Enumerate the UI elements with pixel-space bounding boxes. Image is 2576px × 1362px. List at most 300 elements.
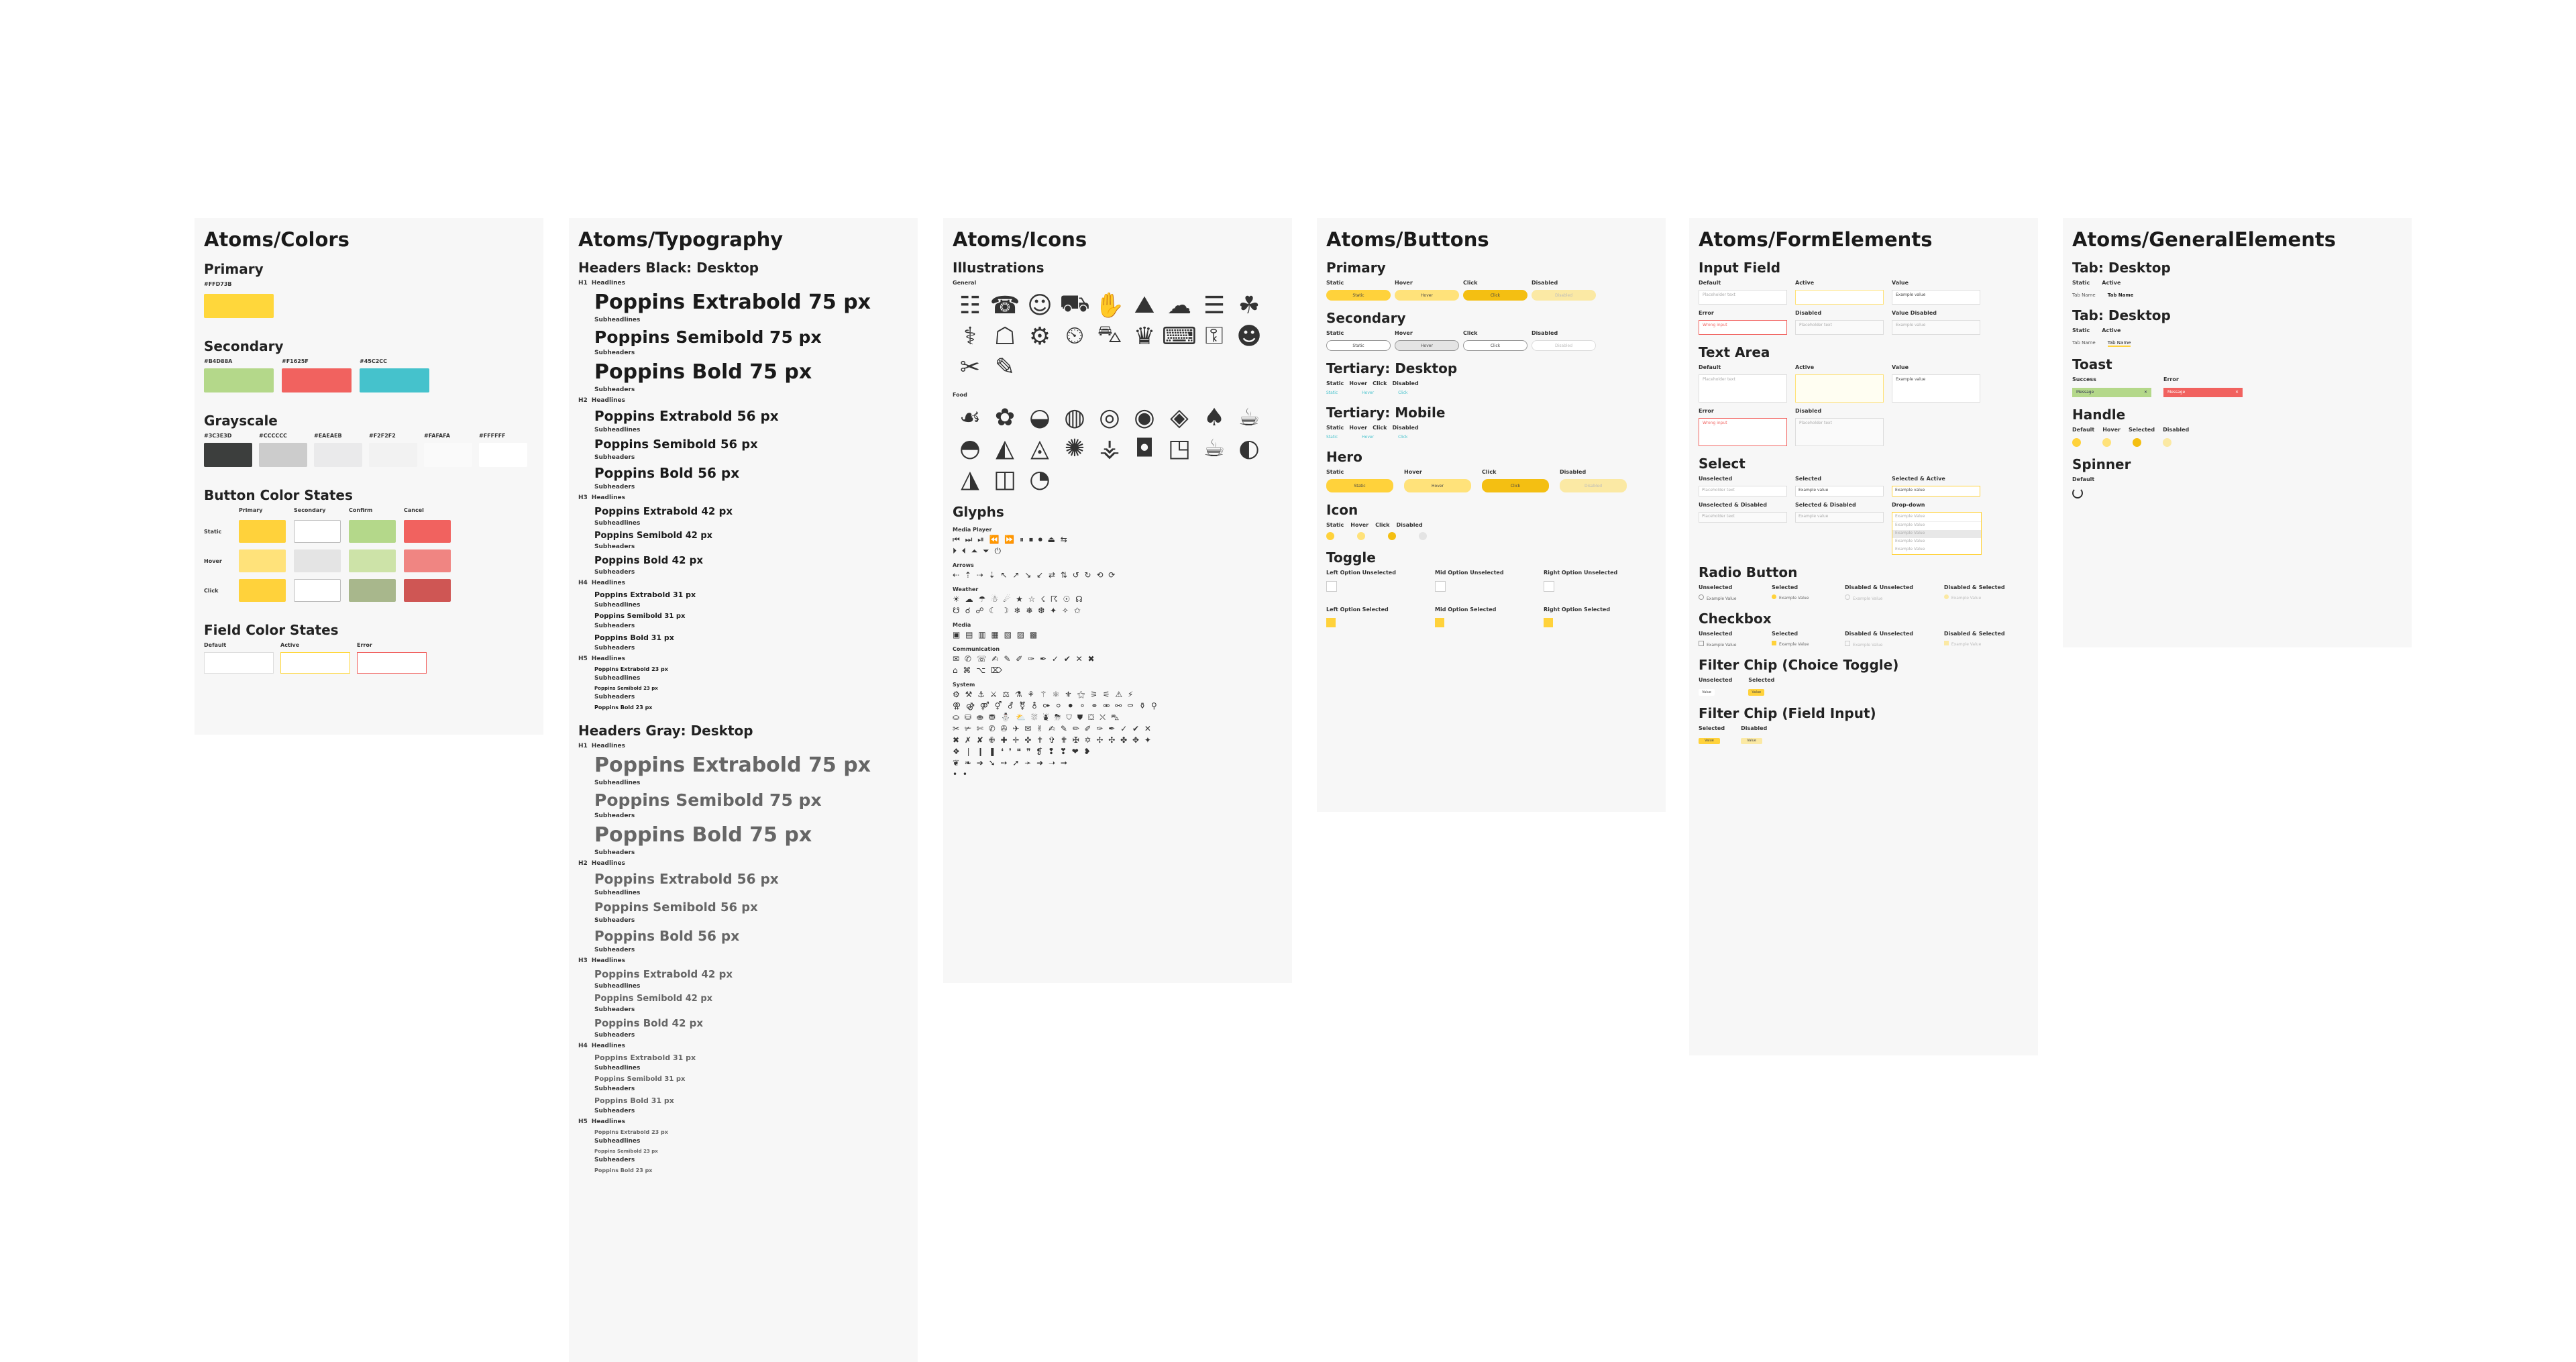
handle-disabled[interactable] <box>2163 438 2171 447</box>
handle-state-label: Selected <box>2129 427 2155 433</box>
chip-unselected[interactable]: Value <box>1699 689 1715 696</box>
handle-state-label: Hover <box>2102 427 2121 433</box>
tertiary-link-static[interactable]: Static <box>1326 390 1338 395</box>
field-error <box>357 652 427 674</box>
headlines-label: Headlines <box>591 957 625 964</box>
type-specimen: Poppins Bold 75 px <box>594 823 812 847</box>
colors-panel <box>195 218 543 735</box>
textarea-title: Text Area <box>1699 344 1770 360</box>
gray-hex: #F2F2F2 <box>369 433 396 439</box>
chip-field-row <box>1699 725 2029 744</box>
glyphs-title: Glyphs <box>953 504 1004 520</box>
specimen-label: Subheaders <box>594 694 635 700</box>
dropdown-option[interactable]: Example Value <box>1892 522 1981 530</box>
checkbox-title: Checkbox <box>1699 611 1772 627</box>
input-state-label: Default <box>1699 280 1721 286</box>
handle-state-label: Disabled <box>2163 427 2190 433</box>
food-icon: ◎ <box>1099 403 1120 431</box>
food-icon: ☙ <box>959 403 981 431</box>
checkbox-disabled-selected[interactable] <box>1944 641 2029 647</box>
field-active <box>280 652 350 674</box>
toggle-mid-selected[interactable] <box>1435 618 1444 627</box>
secondary-button-disabled[interactable]: Disabled <box>1532 340 1596 351</box>
primary-button-disabled[interactable]: Disabled <box>1532 290 1596 301</box>
type-specimen: Poppins Semibold 56 px <box>594 900 758 914</box>
handle-default[interactable] <box>2072 438 2081 447</box>
type-specimen: Poppins Semibold 75 px <box>594 790 822 810</box>
gray-title: Headers Gray: Desktop <box>578 723 753 739</box>
icon-button-click[interactable] <box>1388 532 1396 540</box>
state-swatch <box>239 520 286 543</box>
specimen-label: Subheaders <box>594 645 635 651</box>
spinner-label: Default <box>2072 476 2095 482</box>
radio-state-label: Unselected <box>1699 584 1733 590</box>
textarea-value[interactable]: Example value <box>1892 374 1980 403</box>
state-label: Disabled <box>1560 469 1587 475</box>
checkbox-state-label: Unselected <box>1699 631 1733 637</box>
illustration-icon: ☺ <box>1027 291 1053 319</box>
col-label: Confirm <box>349 507 373 513</box>
specimen-label: Subheaders <box>594 947 635 953</box>
dropdown-option[interactable]: Example Value <box>1892 513 1981 522</box>
radio-state-label: Disabled & Selected <box>1943 584 2005 590</box>
toggle-mid-unselected[interactable] <box>1435 581 1446 592</box>
secondary-button-hover[interactable]: Hover <box>1395 340 1459 351</box>
chip-state-label: Unselected <box>1699 677 1733 683</box>
illustration-icon: ✋ <box>1094 292 1125 319</box>
hero-button-click[interactable]: Click <box>1482 479 1549 492</box>
secondary-hex: #45C2CC <box>360 358 388 364</box>
illustration-icon: ⚿ <box>1205 322 1224 350</box>
type-specimen: Poppins Bold 31 px <box>594 1096 674 1105</box>
toast-error <box>2163 388 2243 397</box>
tab-row <box>2072 293 2402 298</box>
black-title: Headers Black: Desktop <box>578 260 759 276</box>
heading-tag: H5 <box>578 1118 588 1125</box>
illustration-icon: ☷ <box>959 291 981 319</box>
input-default[interactable]: Placeholder text <box>1699 290 1787 305</box>
headlines-label: Headlines <box>591 656 625 662</box>
primary-button-hover[interactable]: Hover <box>1395 290 1459 301</box>
input-title: Input Field <box>1699 260 1781 276</box>
radio-label: Example Value <box>1951 596 1982 600</box>
type-specimen: Poppins Extrabold 56 px <box>594 871 779 887</box>
checkbox-label: Example Value <box>1779 642 1809 647</box>
food-icon: ☕ <box>1203 434 1226 462</box>
handle-title: Handle <box>2072 407 2126 423</box>
toggle-row-unselected <box>1326 570 1656 592</box>
textarea-state-label: Error <box>1699 408 1714 414</box>
general-label: General <box>953 280 977 286</box>
type-specimen: Poppins Semibold 23 px <box>594 686 658 691</box>
hero-title: Hero <box>1326 449 1362 465</box>
specimen-label: Subheaders <box>594 813 635 819</box>
type-specimen: Poppins Semibold 42 px <box>594 531 713 541</box>
secondary-title: Secondary <box>204 338 284 354</box>
gray-swatch <box>424 443 472 467</box>
tertiary-mobile-hover[interactable]: Hover <box>1362 435 1375 439</box>
food-icon: ◐ <box>1238 434 1260 462</box>
primary-title: Primary <box>204 261 264 277</box>
type-specimen: Poppins Bold 56 px <box>594 928 740 944</box>
field-state-label: Active <box>280 642 300 648</box>
heading-tag: H3 <box>578 494 588 501</box>
col-label: Cancel <box>404 507 424 513</box>
icons-panel <box>943 218 1292 983</box>
primary-button-static[interactable]: Static <box>1326 290 1391 301</box>
headlines-label: Headlines <box>591 397 625 404</box>
specimen-label: Subheaders <box>594 623 635 629</box>
hero-row <box>1326 479 1656 492</box>
toggle-right-selected[interactable] <box>1544 618 1553 627</box>
state-label: Click <box>1482 469 1497 475</box>
heading-level-row <box>578 656 908 662</box>
specimen-label: Subheadlines <box>594 602 641 609</box>
glyph-group-label: System <box>953 682 975 688</box>
button-states-grid <box>204 507 534 602</box>
tertiary-link-hover[interactable]: Hover <box>1362 390 1375 395</box>
glyph-row: ✖ ✗ ✘ ✙ ✚ ✛ ✜ ✝ ✞ ✟ ✠ ✡ ✢ ✣ ✤ ✥ ✦ <box>953 735 1152 745</box>
chip-field-state-label: Disabled <box>1741 725 1768 731</box>
input-state-label: Value Disabled <box>1892 310 1937 316</box>
hero-button-disabled[interactable]: Disabled <box>1560 479 1627 492</box>
specimen-label: Subheaders <box>594 1157 635 1163</box>
icons-title: Atoms/Icons <box>953 228 1087 251</box>
type-specimen: Poppins Bold 23 px <box>594 1167 653 1173</box>
type-specimen: Poppins Bold 42 px <box>594 554 704 566</box>
toggle-right-unselected[interactable] <box>1544 581 1554 592</box>
textarea-default[interactable]: Placeholder text <box>1699 374 1787 403</box>
tertiary-desktop-links <box>1326 390 1656 395</box>
heading-tag: H1 <box>578 743 588 749</box>
chip-field-state-label: Selected <box>1699 725 1725 731</box>
input-active[interactable] <box>1795 290 1884 305</box>
toast-labels <box>2072 376 2402 382</box>
chip-field-disabled[interactable]: Value <box>1741 738 1762 744</box>
tab-active[interactable]: Tab Name <box>2107 340 2131 346</box>
textarea-active[interactable] <box>1795 374 1884 403</box>
checkbox-unselected[interactable] <box>1699 641 1764 647</box>
toggle-label: Left Option Unselected <box>1326 570 1396 576</box>
state-swatch <box>404 579 451 602</box>
toggle-item <box>1435 607 1536 627</box>
state-label: Static <box>1326 425 1344 431</box>
illustration-icon: ⌨ <box>1162 322 1197 350</box>
glyph-row: ⇠ ⇡ ⇢ ⇣ ↖ ↗ ↘ ↙ ⇄ ⇅ ↺ ↻ ⟲ ⟳ <box>953 570 1117 580</box>
grayscale-swatches <box>204 433 534 467</box>
illustration-icon: ⛰ <box>1134 291 1155 319</box>
state-label: Hover <box>1404 469 1422 475</box>
glyph-row: ❦ ❧ ➔ ➘ ➙ ➚ ➛ ➜ ➝ ➞ <box>953 758 1069 768</box>
state-swatch <box>404 520 451 543</box>
input-state-label: Error <box>1699 310 1714 316</box>
radio-row <box>1699 584 2029 601</box>
tab-active[interactable]: Tab Name <box>2107 293 2134 298</box>
specimen-label: Subheadlines <box>594 890 641 896</box>
type-specimen: Poppins Semibold 31 px <box>594 613 686 620</box>
type-specimen: Poppins Extrabold 56 px <box>594 408 779 424</box>
chip-state-label: Selected <box>1748 677 1775 683</box>
radio-label: Example Value <box>1707 596 1737 601</box>
state-swatch <box>349 579 396 602</box>
icon-button-disabled[interactable] <box>1419 532 1427 540</box>
heading-tag: H1 <box>578 280 588 286</box>
toggle-label: Right Option Unselected <box>1544 570 1618 576</box>
state-label: Static <box>1326 522 1344 528</box>
food-icon: ◫ <box>993 465 1016 493</box>
primary-hex: #FFD73B <box>204 281 232 287</box>
headlines-label: Headlines <box>591 494 625 501</box>
toggle-label: Right Option Selected <box>1544 607 1611 613</box>
checkbox-label: Example Value <box>1853 643 1883 647</box>
state-swatch <box>239 549 286 572</box>
close-icon[interactable]: ✕ <box>2235 390 2239 395</box>
select-state-label: Selected & Active <box>1892 476 1945 482</box>
button-states-title: Button Color States <box>204 487 353 503</box>
textarea-error[interactable]: Wrong input <box>1699 418 1787 446</box>
toggle-left-selected[interactable] <box>1326 618 1336 627</box>
radio-label: Example Value <box>1779 596 1809 600</box>
tertiary-mobile-links <box>1326 435 1656 439</box>
headlines-label: Headlines <box>591 1043 625 1049</box>
radio-disabled-selected[interactable] <box>1944 594 2029 600</box>
specimen-label: Subheaders <box>594 569 635 576</box>
general-title: Atoms/GeneralElements <box>2072 228 2336 251</box>
secondary-swatch <box>204 368 274 392</box>
tab-state-label: Active <box>2102 327 2121 333</box>
heading-level-row <box>578 280 908 286</box>
handle-selected[interactable] <box>2133 438 2141 447</box>
state-label: Static <box>1326 469 1344 475</box>
glyph-row: ⚢ ⚣ ⚤ ⚥ ⚦ ⚧ ⚨ ⚩ ⚪ ⚫ ⚬ ⚭ ⚮ ⚯ ⚰ ⚱ ⚲ <box>953 701 1159 711</box>
checkbox-selected[interactable] <box>1772 641 1837 647</box>
general-icon-grid <box>953 290 1281 382</box>
glyph-group-label: Communication <box>953 646 1000 652</box>
food-icon: ◘ <box>1134 434 1155 462</box>
dropdown-list[interactable] <box>1892 512 1982 555</box>
select-state-label: Unselected <box>1699 476 1733 482</box>
specimen-label: Subheaders <box>594 917 635 924</box>
heading-tag: H4 <box>578 580 588 586</box>
secondary-button-static[interactable]: Static <box>1326 340 1391 351</box>
field-states-title: Field Color States <box>204 622 339 638</box>
textarea-grid <box>1699 364 2029 446</box>
tertiary-mobile-click[interactable]: Click <box>1398 435 1408 439</box>
icon-btn-row <box>1326 532 1656 540</box>
radio-unselected[interactable] <box>1699 594 1764 601</box>
type-specimen: Poppins Extrabold 23 px <box>594 1129 668 1135</box>
gray-hex: #FAFAFA <box>424 433 450 439</box>
type-specimen: Poppins Bold 31 px <box>594 633 674 642</box>
icon-button-hover[interactable] <box>1357 532 1365 540</box>
radio-disabled-unselected[interactable] <box>1845 594 1936 601</box>
secondary-btn-labels <box>1326 330 1656 336</box>
state-swatch <box>349 549 396 572</box>
radio-label: Example Value <box>1853 596 1883 601</box>
colors-title: Atoms/Colors <box>204 228 350 251</box>
dropdown-option[interactable]: Example Value <box>1892 530 1981 538</box>
toggle-left-unselected[interactable] <box>1326 581 1337 592</box>
secondary-button-click[interactable]: Click <box>1463 340 1527 351</box>
primary-button-click[interactable]: Click <box>1463 290 1527 301</box>
textarea-state-label: Value <box>1892 364 1909 370</box>
illustration-icon: ⛍ <box>1097 321 1122 348</box>
input-state-label: Disabled <box>1795 310 1822 316</box>
secondary-hex: #B4D88A <box>204 358 233 364</box>
select-selected[interactable]: Example value <box>1795 486 1884 496</box>
tab-static[interactable]: Tab Name <box>2072 293 2096 298</box>
chip-selected[interactable]: Value <box>1748 689 1764 696</box>
select-state-label: Selected <box>1795 476 1822 482</box>
close-icon[interactable]: ✕ <box>2143 390 2147 395</box>
textarea-state-label: Active <box>1795 364 1815 370</box>
select-title: Select <box>1699 456 1746 472</box>
illustration-icon: ⛟ <box>1059 290 1090 317</box>
field-default <box>204 652 274 674</box>
glyph-row: • • <box>953 770 969 779</box>
toast-message: Message <box>2076 390 2094 395</box>
typo-black-list <box>578 280 908 711</box>
specimen-label: Subheaders <box>594 543 635 550</box>
food-icon: ◓ <box>959 434 981 462</box>
glyph-row: ⚙ ⚒ ⚓ ⚔ ⚖ ⚗ ⚘ ⚚ ⚛ ⚜ ⚝ ⚞ ⚟ ⚠ ⚡ <box>953 690 1135 699</box>
secondary-btn-title: Secondary <box>1326 310 1406 326</box>
toggle-label: Left Option Selected <box>1326 607 1389 613</box>
type-specimen: Poppins Extrabold 31 px <box>594 590 696 599</box>
tab-state-label: Static <box>2072 327 2090 333</box>
radio-state-label: Selected <box>1772 584 1799 590</box>
toggle-row-selected <box>1326 607 1656 627</box>
illustration-icon: ✂ <box>959 353 981 381</box>
select-selected-active[interactable]: Example value <box>1892 486 1980 496</box>
field-state-label: Error <box>357 642 372 648</box>
checkbox-disabled-unselected[interactable] <box>1845 641 1936 647</box>
checkbox-state-label: Selected <box>1772 631 1799 637</box>
secondary-btn-row <box>1326 340 1656 351</box>
specimen-label: Subheadlines <box>594 317 641 323</box>
state-label: Click <box>1373 425 1387 431</box>
state-swatch <box>294 579 341 602</box>
tab-state-label: Static <box>2072 280 2090 286</box>
secondary-swatch <box>360 368 429 392</box>
dropdown-option[interactable]: Example Value <box>1892 538 1981 546</box>
dropdown-option[interactable]: Example Value <box>1892 546 1981 554</box>
radio-selected[interactable] <box>1772 594 1837 600</box>
illustration-icon: ☁ <box>1167 291 1191 319</box>
icon-button-static[interactable] <box>1326 532 1334 540</box>
gray-hex: #FFFFFF <box>479 433 506 439</box>
input-disabled[interactable]: Placeholder text <box>1795 320 1884 335</box>
chip-row <box>1699 677 2029 696</box>
state-swatch <box>404 549 451 572</box>
state-label: Hover <box>1395 280 1413 286</box>
food-icon: ◮ <box>961 465 979 493</box>
hero-button-static[interactable]: Static <box>1326 479 1393 492</box>
handle-state-label: Default <box>2072 427 2095 433</box>
state-label: Static <box>1326 280 1344 286</box>
specimen-label: Subheaders <box>594 849 635 856</box>
tertiary-desktop-row <box>1326 380 1656 386</box>
handle-hover[interactable] <box>2102 438 2111 447</box>
toggle-label: Mid Option Unselected <box>1435 570 1504 576</box>
gray-swatch <box>204 443 252 467</box>
type-specimen: Poppins Extrabold 23 px <box>594 666 668 672</box>
heading-tag: H2 <box>578 397 588 404</box>
heading-tag: H4 <box>578 1043 588 1049</box>
illustration-icon: ⏲ <box>1065 322 1085 350</box>
food-icon-grid <box>953 402 1281 494</box>
tab-static[interactable]: Tab Name <box>2072 340 2096 346</box>
typo-gray-list <box>578 743 908 1173</box>
glyph-row: ⌂ ⌘ ⌥ ⌦ <box>953 666 1004 675</box>
icon-btn-labels <box>1326 522 1656 528</box>
tertiary-mobile-row <box>1326 425 1656 431</box>
input-value[interactable]: Example value <box>1892 290 1980 305</box>
toggle-item <box>1435 570 1536 592</box>
heading-level-row <box>578 957 908 964</box>
toast-success <box>2072 388 2151 397</box>
tertiary-mobile-static[interactable]: Static <box>1326 435 1338 439</box>
illustration-icon: ☻ <box>1236 322 1262 350</box>
select-grid <box>1699 476 2029 555</box>
state-label: Disabled <box>1392 425 1419 431</box>
specimen-label: Subheaders <box>594 1032 635 1039</box>
select-unselected[interactable]: Placeholder text <box>1699 486 1787 496</box>
glyph-row: ⛀ ⛁ ⛂ ⛃ ⛄ ⛅ ⛆ ⛇ ⛈ ⛉ ⛊ ⛋ ⛌ ⛍ <box>953 713 1121 722</box>
gray-swatch <box>479 443 527 467</box>
toast-row <box>2072 388 2402 397</box>
select-unselected-disabled[interactable]: Placeholder text <box>1699 512 1787 523</box>
secondary-hex: #F1625F <box>282 358 309 364</box>
illustration-icon: ☰ <box>1203 291 1226 319</box>
chip-field-selected[interactable]: Value <box>1699 738 1720 744</box>
radio-state-label: Disabled & Unselected <box>1845 584 1914 590</box>
tertiary-mobile-title: Tertiary: Mobile <box>1326 405 1446 421</box>
input-value-disabled[interactable]: Example value <box>1892 320 1980 335</box>
illustration-icon: ☘ <box>1238 291 1260 319</box>
food-icon: ☕ <box>1238 403 1260 431</box>
tab-title: Tab: Desktop <box>2072 260 2171 276</box>
state-swatch <box>349 520 396 543</box>
toggle-item <box>1544 570 1644 592</box>
hero-button-hover[interactable]: Hover <box>1404 479 1471 492</box>
handle-labels <box>2072 427 2402 433</box>
gray-hex: #3C3E3D <box>204 433 232 439</box>
specimen-label: Subheadlines <box>594 675 641 682</box>
select-selected-disabled[interactable]: Example value <box>1795 512 1884 523</box>
tab-title-2: Tab: Desktop <box>2072 307 2171 323</box>
glyph-row: ❖ ❘ ❙ ❚ ❛ ❜ ❝ ❞ ❡ ❢ ❣ ❤ ❥ <box>953 747 1092 756</box>
heading-level-row <box>578 397 908 404</box>
field-state-label: Default <box>204 642 227 648</box>
tertiary-link-click[interactable]: Click <box>1398 390 1408 395</box>
textarea-disabled[interactable]: Placeholder text <box>1795 418 1884 446</box>
gray-hex: #CCCCCC <box>259 433 287 439</box>
input-error[interactable]: Wrong input <box>1699 320 1787 335</box>
typography-panel <box>569 218 918 1362</box>
glyph-row: ☋ ☌ ☍ ☾ ☽ ❄ ❅ ❆ ✦ ✧ ✩ <box>953 606 1082 615</box>
state-label: Static <box>1326 380 1344 386</box>
icon-btn-title: Icon <box>1326 502 1358 518</box>
textarea-state-label: Default <box>1699 364 1721 370</box>
glyph-row: ✂ ✃ ✄ ✆ ✇ ✈ ✉ ✌ ✍ ✎ ✏ ✐ ✑ ✒ ✓ ✔ ✕ <box>953 724 1152 733</box>
glyph-row: ✉ ✆ ☏ ✍ ✎ ✐ ✑ ✒ ✓ ✔ ✕ ✖ <box>953 654 1096 664</box>
specimen-label: Subheaders <box>594 1006 635 1013</box>
type-specimen: Poppins Semibold 75 px <box>594 327 822 347</box>
illustration-icon: ⚕ <box>963 322 977 350</box>
handle-row <box>2072 438 2402 447</box>
state-label: Hover <box>1395 330 1413 336</box>
